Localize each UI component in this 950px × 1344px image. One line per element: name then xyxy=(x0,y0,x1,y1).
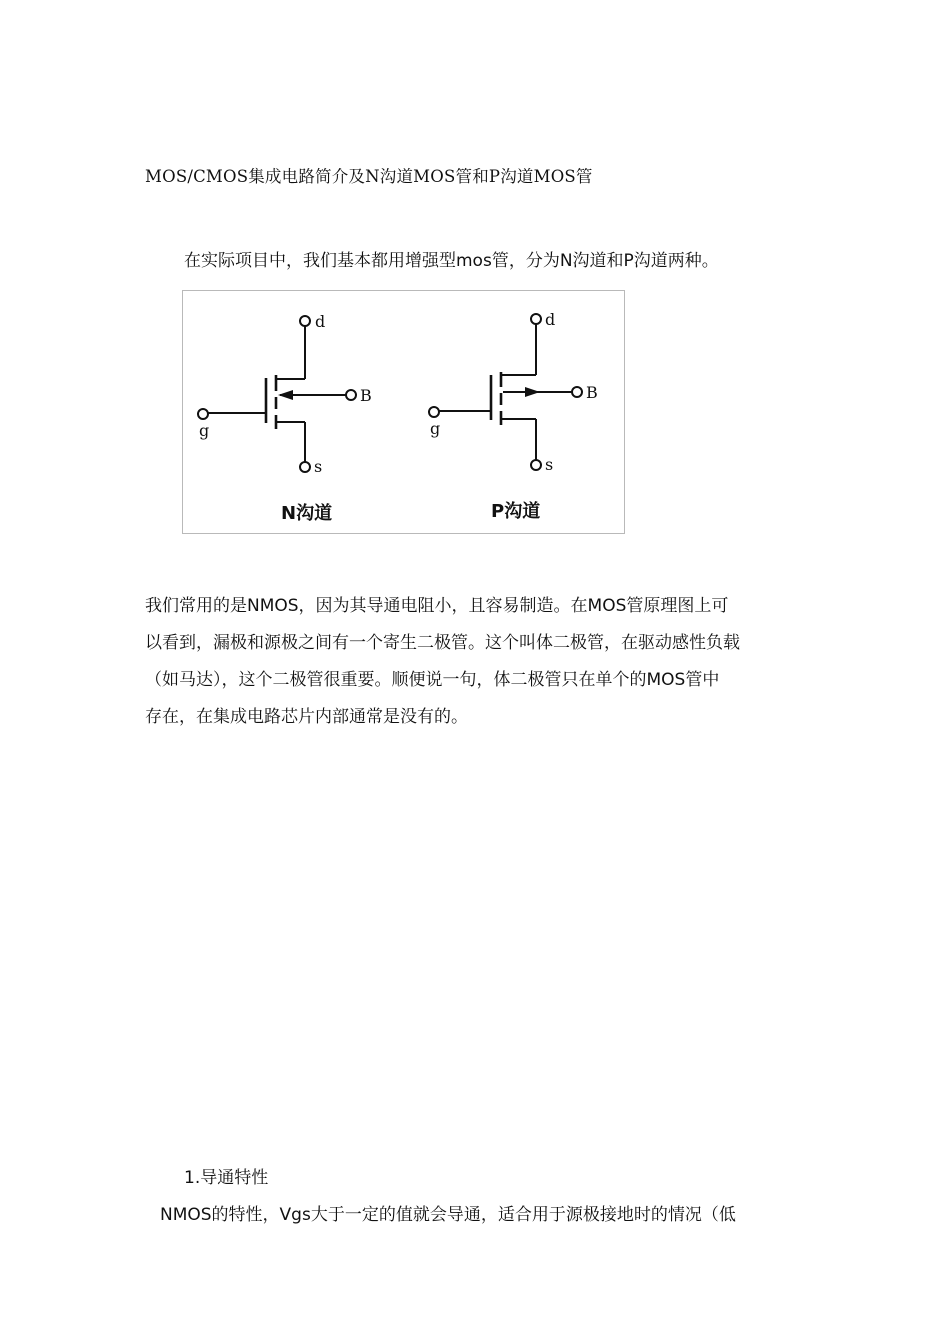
p-channel-symbol xyxy=(429,314,582,470)
mosfet-symbols-diagram xyxy=(183,291,626,535)
n-source-terminal xyxy=(300,462,310,472)
n-channel-symbol xyxy=(198,316,356,472)
intro-paragraph: 在实际项目中，我们基本都用增强型mos管，分为N沟道和P沟道两种。 xyxy=(184,251,719,271)
p-drain-terminal xyxy=(531,314,541,324)
section-heading: 1.导通特性 xyxy=(184,1168,269,1188)
n-body-label: B xyxy=(360,386,372,405)
paragraph-line: 存在，在集成电路芯片内部通常是没有的。 xyxy=(145,707,468,727)
p-gate-label: g xyxy=(430,419,441,438)
document-title: MOS/CMOS集成电路简介及N沟道MOS管和P沟道MOS管 xyxy=(145,167,593,186)
p-drain-label: d xyxy=(545,310,556,329)
n-drain-terminal xyxy=(300,316,310,326)
n-source-label: s xyxy=(314,457,323,476)
p-body-terminal xyxy=(572,387,582,397)
paragraph-line: 以看到，漏极和源极之间有一个寄生二极管。这个叫体二极管，在驱动感性负载 xyxy=(145,633,740,653)
p-source-label: s xyxy=(545,455,554,474)
n-gate-label: g xyxy=(199,421,210,440)
n-body-arrow xyxy=(278,390,293,400)
p-source-terminal xyxy=(531,460,541,470)
p-body-arrow xyxy=(525,387,540,397)
n-drain-label: d xyxy=(315,312,326,331)
n-gate-terminal xyxy=(198,409,208,419)
n-body-terminal xyxy=(346,390,356,400)
p-channel-caption: P沟道 xyxy=(491,501,541,522)
paragraph-line: 我们常用的是NMOS，因为其导通电阻小，且容易制造。在MOS管原理图上可 xyxy=(145,596,729,616)
mosfet-symbol-figure xyxy=(182,290,625,534)
p-gate-terminal xyxy=(429,407,439,417)
paragraph-line: （如马达），这个二极管很重要。顺便说一句，体二极管只在单个的MOS管中 xyxy=(145,670,720,690)
section-paragraph: NMOS的特性，Vgs大于一定的值就会导通，适合用于源极接地时的情况（低 xyxy=(160,1205,736,1225)
n-channel-caption: N沟道 xyxy=(281,503,333,524)
p-body-label: B xyxy=(586,383,598,402)
main-paragraph xyxy=(145,588,815,736)
